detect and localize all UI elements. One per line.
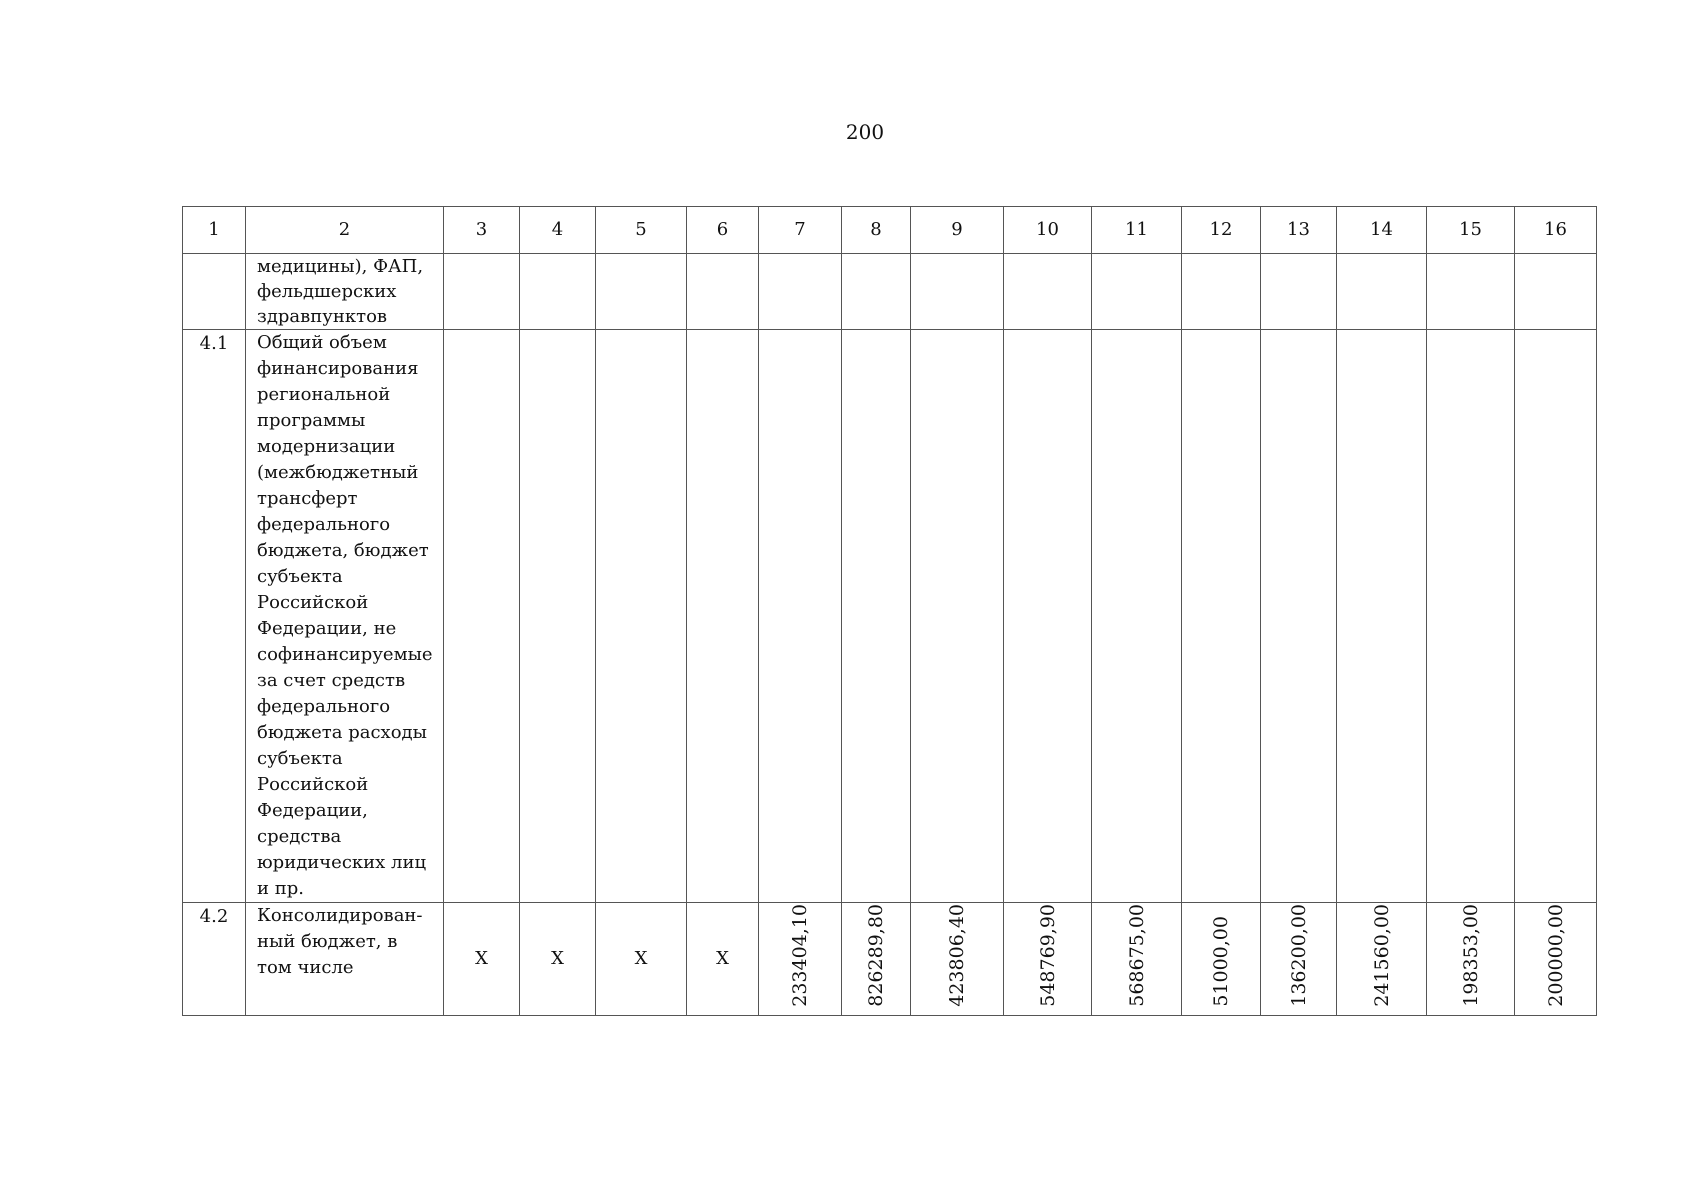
table-cell — [911, 254, 1004, 330]
table-row — [183, 254, 1597, 330]
value-cell — [1182, 903, 1261, 1016]
description-line: субъекта — [257, 566, 343, 587]
x-mark-cell: X — [520, 903, 596, 1016]
description-line: средства — [257, 826, 342, 847]
header-cell: 12 — [1182, 207, 1261, 254]
description-line: модернизации — [257, 436, 396, 457]
description-line: федерального — [257, 514, 391, 535]
table-cell — [842, 254, 911, 330]
table-cell — [759, 254, 842, 330]
description-line: бюджета, бюджет — [257, 540, 429, 561]
header-cell: 3 — [444, 207, 520, 254]
description-line: финансирования — [257, 358, 419, 379]
value-text: 423806,40 — [946, 904, 968, 1007]
table-cell — [596, 254, 687, 330]
description-line: Консолидирован- — [257, 905, 423, 926]
table-cell — [1261, 330, 1337, 903]
table-row — [183, 330, 1597, 903]
description-line: юридических лиц — [257, 852, 427, 873]
value-cell — [1427, 903, 1515, 1016]
table-cell — [1427, 254, 1515, 330]
table-cell — [687, 330, 759, 903]
page-number: 200 — [845, 120, 885, 144]
table-cell — [1092, 254, 1182, 330]
value-cell — [911, 903, 1004, 1016]
value-text: 826289,80 — [865, 904, 887, 1007]
row-description — [246, 903, 444, 1016]
table-cell — [1182, 254, 1261, 330]
table-cell — [1337, 254, 1427, 330]
row-number — [183, 254, 246, 330]
value-cell — [842, 903, 911, 1016]
header-cell: 9 — [911, 207, 1004, 254]
value-text: 200000,00 — [1544, 904, 1567, 1007]
description-line: субъекта — [257, 748, 343, 769]
description-line: здравпунктов — [257, 306, 388, 327]
description-line: Федерации, — [257, 800, 368, 821]
value-text: 233404,10 — [789, 904, 811, 1007]
value-text: 198353,00 — [1459, 904, 1482, 1007]
table-cell — [1515, 254, 1597, 330]
description-line: ный бюджет, в — [257, 931, 398, 952]
table-cell — [1337, 330, 1427, 903]
table-cell — [1261, 254, 1337, 330]
value-text: 51000,00 — [1210, 916, 1232, 1007]
value-cell — [1515, 903, 1597, 1016]
table-cell — [444, 330, 520, 903]
header-cell: 2 — [246, 207, 444, 254]
table-row — [183, 903, 1597, 1016]
row-number: 4.2 — [183, 903, 246, 1016]
row-number: 4.1 — [183, 330, 246, 903]
table-cell — [687, 254, 759, 330]
value-text: 241560,00 — [1370, 904, 1393, 1007]
x-mark-cell: X — [444, 903, 520, 1016]
table-cell — [444, 254, 520, 330]
description-line: (межбюджетный — [257, 462, 419, 483]
x-mark-cell: X — [596, 903, 687, 1016]
value-text: 568675,00 — [1125, 904, 1148, 1007]
table-cell — [520, 330, 596, 903]
description-line: Российской — [257, 592, 369, 613]
description-line: за счет средств — [257, 670, 406, 691]
row-description — [246, 330, 444, 903]
description-line: бюджета расходы — [257, 722, 427, 743]
table-cell — [911, 330, 1004, 903]
table-cell — [1004, 254, 1092, 330]
description-line: софинансируемые — [257, 644, 433, 665]
description-line: и пр. — [257, 878, 304, 899]
table-cell — [1004, 330, 1092, 903]
description-line: Федерации, не — [257, 618, 397, 639]
header-cell: 1 — [183, 207, 246, 254]
description-line: программы — [257, 410, 366, 431]
table-cell — [1427, 330, 1515, 903]
header-cell: 15 — [1427, 207, 1515, 254]
description-line: трансферт — [257, 488, 358, 509]
header-cell: 6 — [687, 207, 759, 254]
header-row — [183, 207, 1597, 254]
description-line: том числе — [257, 957, 354, 978]
header-cell: 7 — [759, 207, 842, 254]
value-text: 548769,90 — [1036, 904, 1059, 1007]
header-cell: 16 — [1515, 207, 1597, 254]
row-description — [246, 254, 444, 330]
value-cell — [1337, 903, 1427, 1016]
value-cell — [1261, 903, 1337, 1016]
description-line: фельдшерских — [257, 281, 397, 302]
table-cell — [1515, 330, 1597, 903]
x-mark-cell: X — [687, 903, 759, 1016]
header-cell: 10 — [1004, 207, 1092, 254]
header-cell: 13 — [1261, 207, 1337, 254]
value-cell — [1092, 903, 1182, 1016]
table-cell — [1092, 330, 1182, 903]
table-cell — [596, 330, 687, 903]
table-cell — [842, 330, 911, 903]
description-line: региональной — [257, 384, 391, 405]
header-cell: 8 — [842, 207, 911, 254]
header-cell: 11 — [1092, 207, 1182, 254]
description-line: Российской — [257, 774, 369, 795]
value-cell — [759, 903, 842, 1016]
description-line: Общий объем — [257, 332, 387, 353]
table-cell — [1182, 330, 1261, 903]
header-cell: 14 — [1337, 207, 1427, 254]
header-cell: 4 — [520, 207, 596, 254]
value-text: 136200,00 — [1287, 904, 1310, 1007]
table-cell — [759, 330, 842, 903]
description-line: медицины), ФАП, — [257, 256, 424, 277]
description-line: федерального — [257, 696, 391, 717]
table-cell — [520, 254, 596, 330]
budget-table — [182, 206, 1597, 1016]
value-cell — [1004, 903, 1092, 1016]
header-cell: 5 — [596, 207, 687, 254]
